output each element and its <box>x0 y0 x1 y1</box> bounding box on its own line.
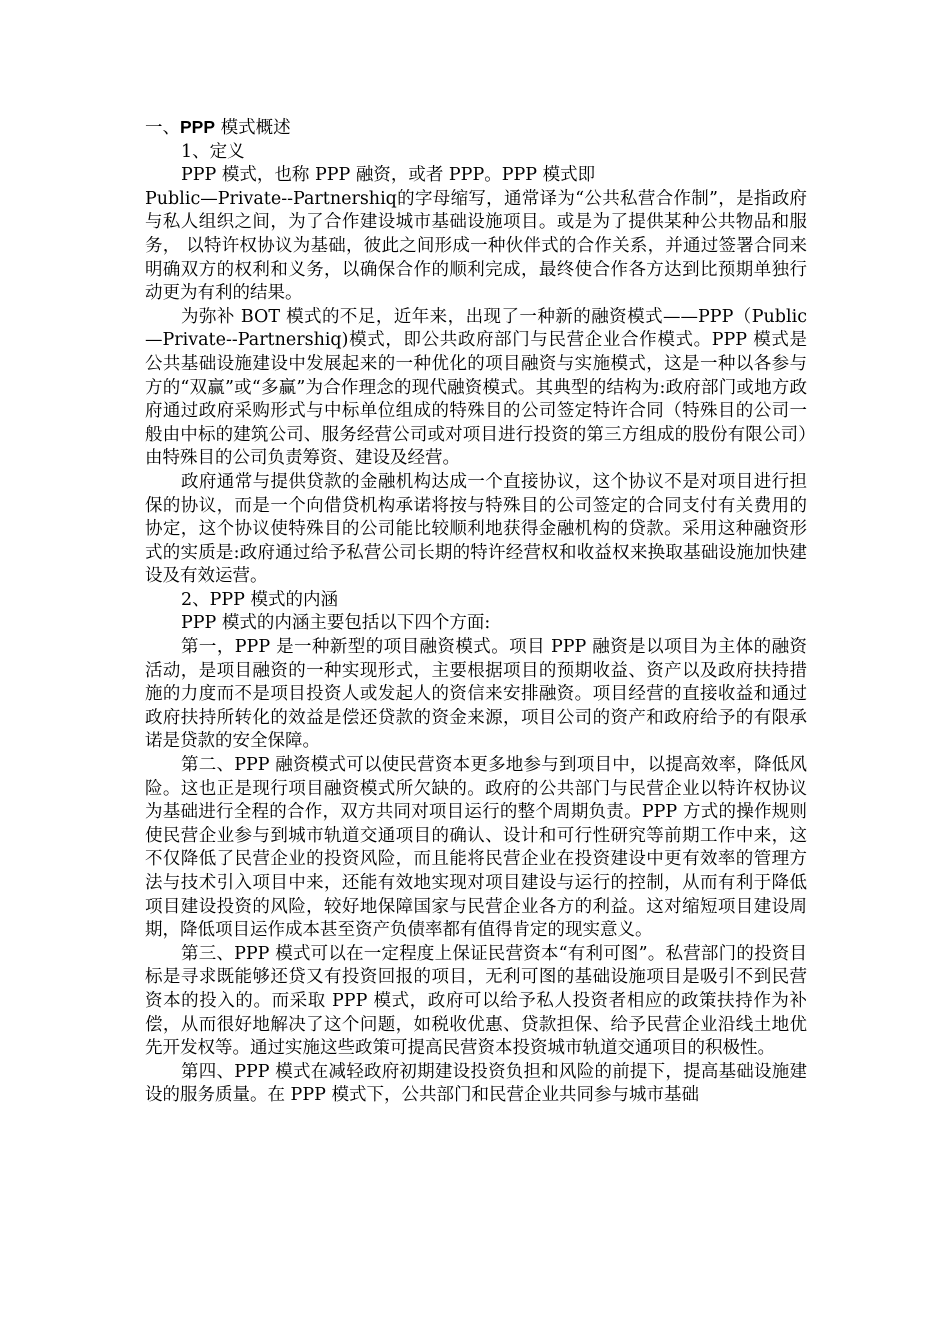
paragraph-direct-agreement: 政府通常与提供贷款的金融机构达成一个直接协议，这个协议不是对项目进行担保的协议，而是一个向借贷机构承诺将按与特殊目的公司签定的合同支付有关费用的协定，这个协议使特殊目的公司能比较顺利地获得金融机构的贷款。采用这种融资形式的实质是:政府通过给予私营公司长期的特许经营权和收益权来换取基础设施加快建设及有效运营。 <box>145 471 807 587</box>
section-heading-1-prefix: 一、 <box>145 118 180 138</box>
paragraph-definition-intro: PPP 模式，也称 PPP 融资，或者 PPP。PPP 模式即 <box>181 165 596 186</box>
section-heading-1 <box>145 116 807 141</box>
document-page <box>145 116 807 1108</box>
section-heading-1-suffix: 模式概述 <box>215 118 291 138</box>
paragraph-definition-body: Public—Private--Partnershiq的字母缩写，通常译为“公共私营合作制”，是指政府与私人组织之间，为了合作建设城市基础设施项目。或是为了提供某种公共物品和服务， 以特许权协议为基础，彼此之间形成一种伙伴式的合作关系，并通过签署合同来明确双方的权利和义务，以确保合作的顺利完成，最终使合作各方达到比预期单独行动更为有利的结果。 <box>145 188 807 304</box>
paragraph-point-four: 第四、PPP 模式在减轻政府初期建设投资负担和风险的前提下，提高基础设施建设的服务质量。在 PPP 模式下，公共部门和民营企业共同参与城市基础 <box>145 1061 807 1106</box>
paragraph-bot-comparison: 为弥补 BOT 模式的不足，近年来，出现了一种新的融资模式——PPP（Public—Private--Partnershiq)模式，即公共政府部门与民营企业合作模式。PPP 模式是公共基础设施建设中发展起来的一种优化的项目融资与实施模式，这是一种以各参与方的“双赢”或“多赢”为合作理念的现代融资模式。其典型的结构为:政府部门或地方政府通过政府采购形式与中标单位组成的特殊目的公司签定特许合同（特殊目的公司一般由中标的建筑公司、服务经营公司或对项目进行投资的第三方组成的股份有限公司）由特殊目的公司负责筹资、建设及经营。 <box>145 306 807 469</box>
paragraph-point-three: 第三、PPP 模式可以在一定程度上保证民营资本“有利可图”。私营部门的投资目标是寻求既能够还贷又有投资回报的项目，无利可图的基础设施项目是吸引不到民营资本的投入的。而采取 PPP 模式，政府可以给予私人投资者相应的政策扶持作为补偿，从而很好地解决了这个问题，如税收优惠、贷款担保、给予民营企业沿线土地优先开发权等。通过实施这些政策可提高民营资本投资城市轨道交通项目的积极性。 <box>145 943 807 1059</box>
paragraph-connotation-intro: PPP 模式的内涵主要包括以下四个方面: <box>181 613 491 634</box>
section-heading-1-bold: PPP <box>180 117 216 137</box>
paragraph-point-two: 第二、PPP 融资模式可以使民营资本更多地参与到项目中，以提高效率，降低风险。这也正是现行项目融资模式所欠缺的。政府的公共部门与民营企业以特许权协议为基础进行全程的合作，双方共同对项目运行的整个周期负责。PPP 方式的操作规则使民营企业参与到城市轨道交通项目的确认、设计和可行性研究等前期工作中来，这不仅降低了民营企业的投资风险，而且能将民营企业在投资建设中更有效率的管理方法与技术引入项目中来，还能有效地实现对项目建设与运行的控制，从而有利于降低项目建设投资的风险，较好地保障国家与民营企业各方的利益。这对缩短项目建设周期，降低项目运作成本甚至资产负债率都有值得肯定的现实意义。 <box>145 755 807 941</box>
subsection-heading-definition: 1、定义 <box>181 141 245 162</box>
subsection-heading-connotation: 2、PPP 模式的内涵 <box>181 589 339 610</box>
paragraph-point-one: 第一，PPP 是一种新型的项目融资模式。项目 PPP 融资是以项目为主体的融资活动，是项目融资的一种实现形式，主要根据项目的预期收益、资产以及政府扶持措施的力度而不是项目投资人或发起人的资信来安排融资。项目经营的直接收益和通过政府扶持所转化的效益是偿还贷款的资金来源，项目公司的资产和政府给予的有限承诺是贷款的安全保障。 <box>145 637 807 752</box>
